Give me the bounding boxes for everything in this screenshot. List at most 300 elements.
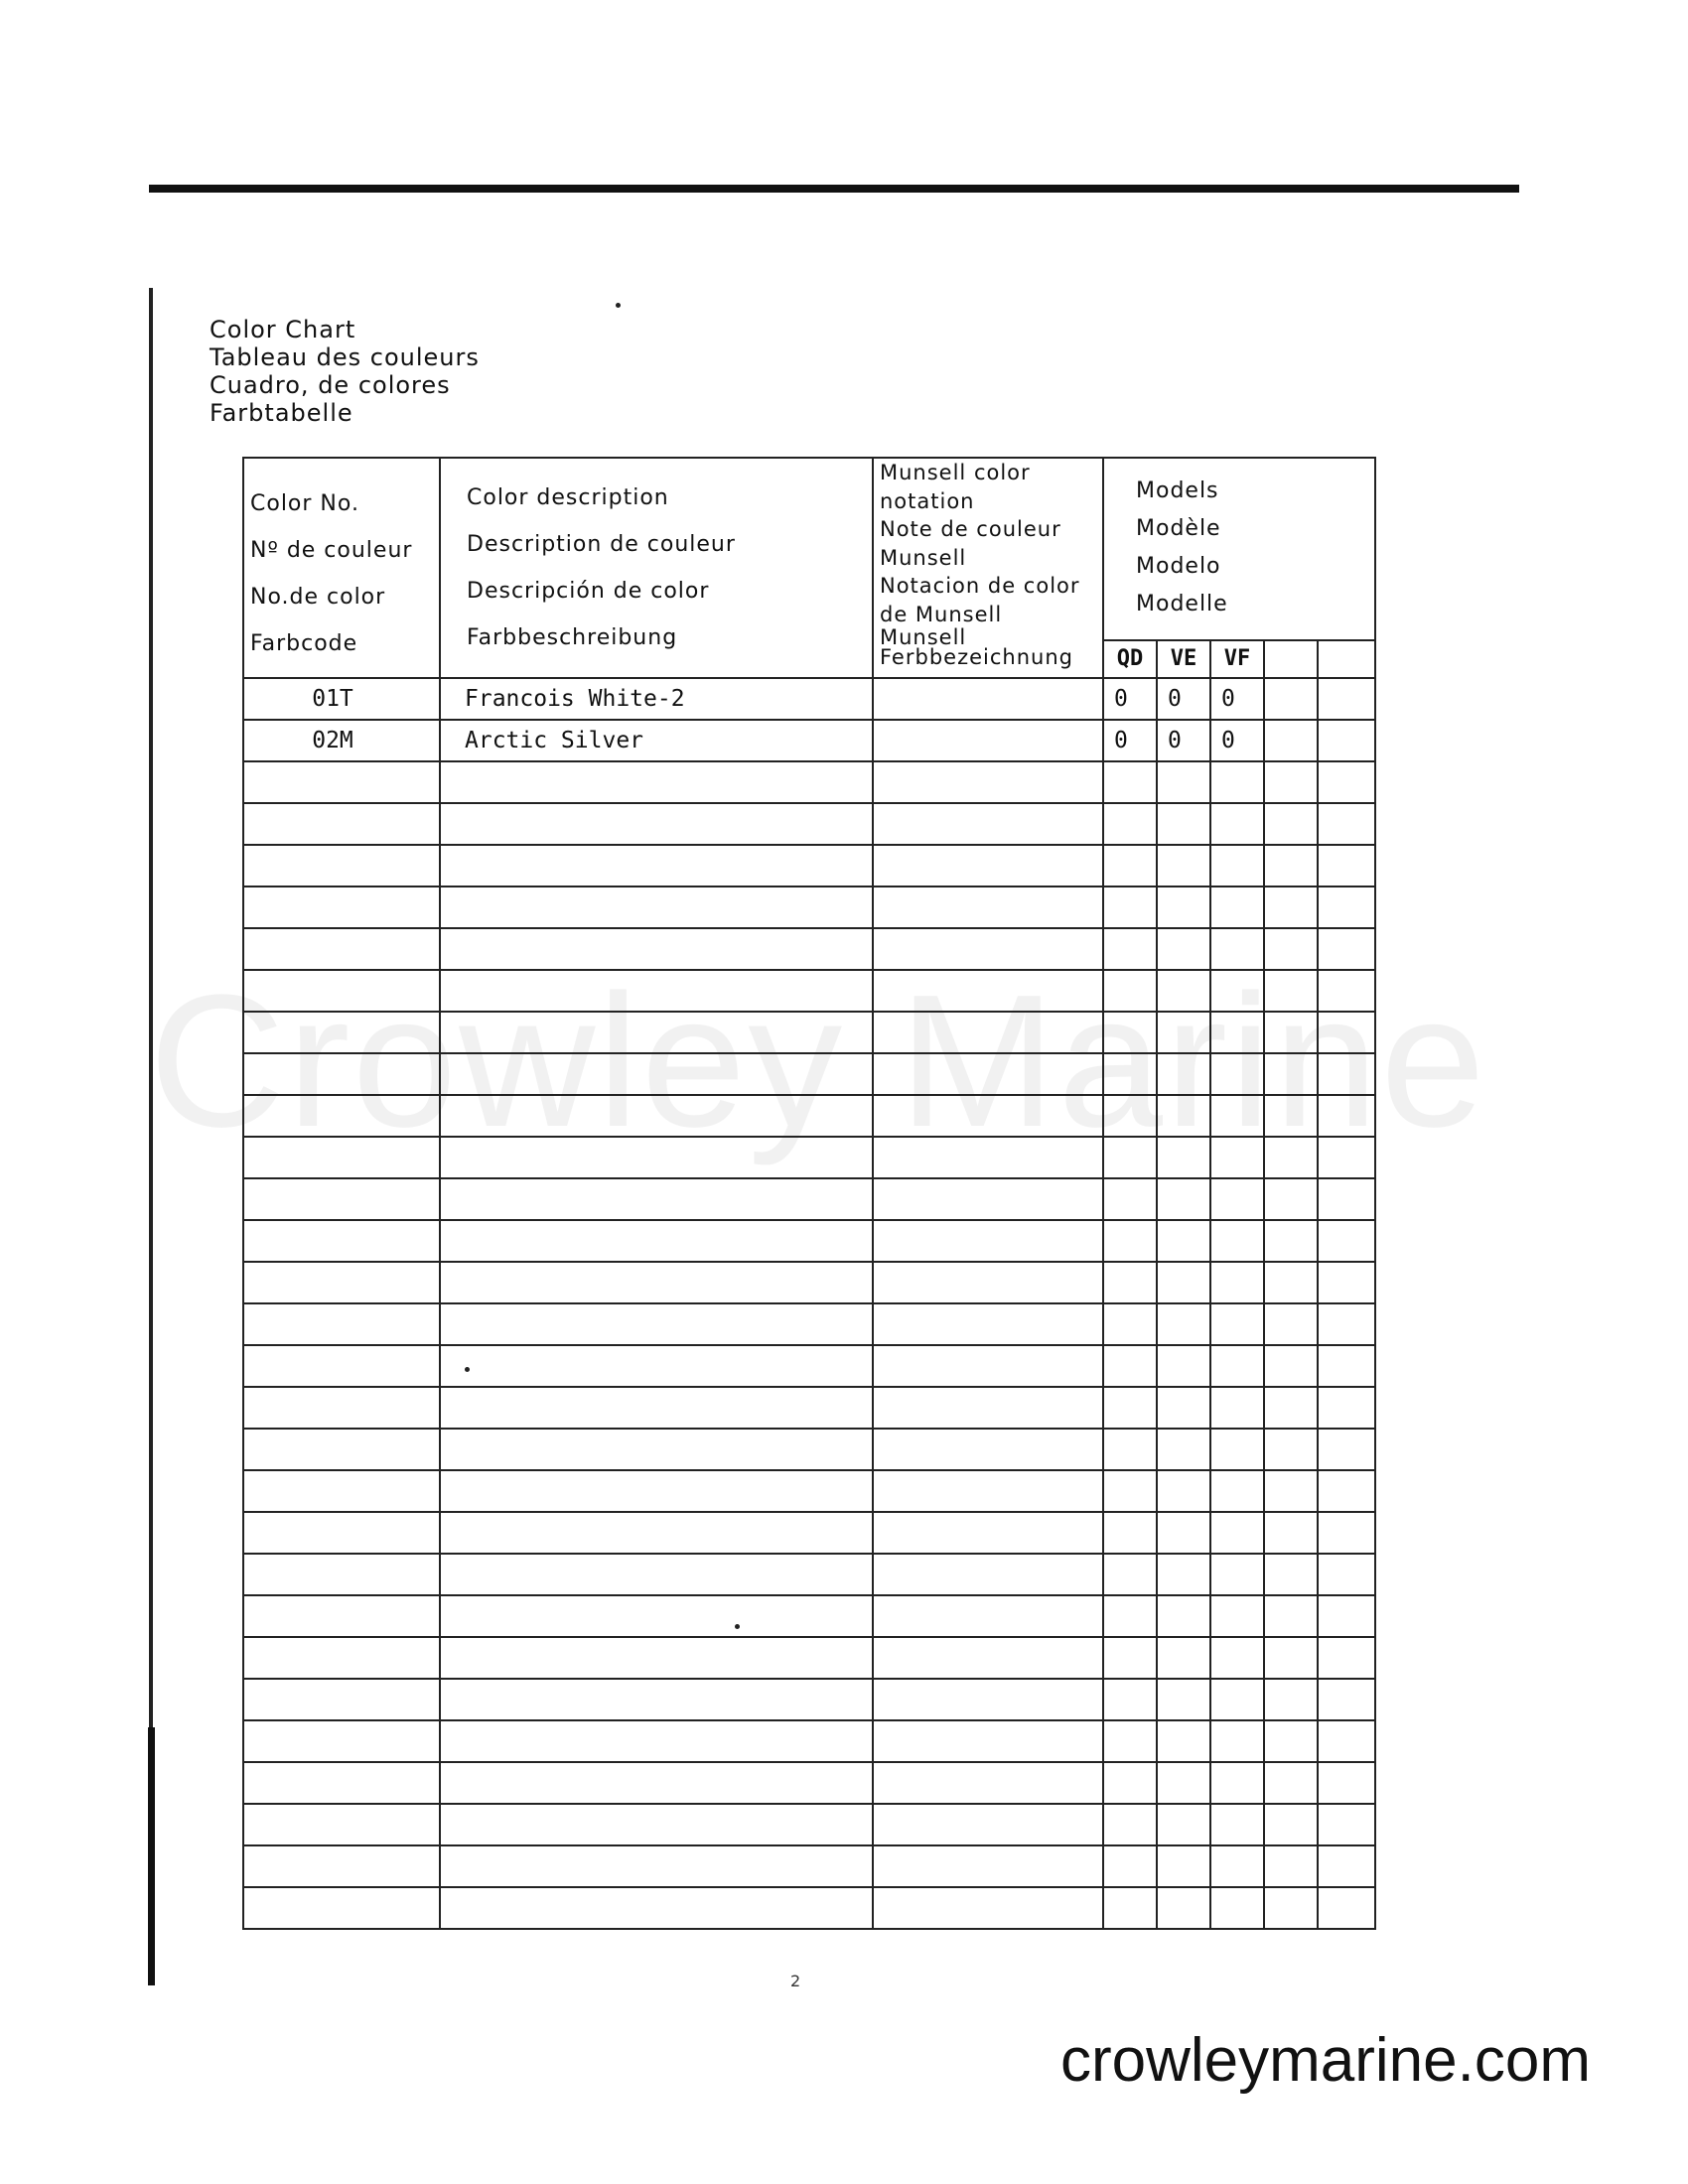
empty-cell (1264, 1429, 1318, 1470)
empty-cell (1318, 1554, 1375, 1595)
empty-cell (1318, 928, 1375, 970)
empty-cell (243, 1804, 440, 1845)
empty-cell (1318, 1053, 1375, 1095)
empty-cell (440, 1470, 873, 1512)
empty-cell (1103, 1554, 1157, 1595)
empty-cell (873, 1220, 1103, 1262)
empty-cell (243, 761, 440, 803)
empty-cell (1103, 1262, 1157, 1303)
empty-cell (1210, 1053, 1264, 1095)
color-chart-table (242, 457, 1376, 1930)
empty-cell (243, 970, 440, 1012)
empty-cell (1157, 1220, 1210, 1262)
empty-cell (873, 761, 1103, 803)
header-models-es: Modelo (1136, 554, 1221, 579)
empty-cell (243, 1887, 440, 1929)
empty-cell (440, 1220, 873, 1262)
empty-cell (1264, 1637, 1318, 1679)
empty-table-row (243, 928, 1375, 970)
empty-cell (1264, 1387, 1318, 1429)
empty-cell (243, 1303, 440, 1345)
empty-table-row (243, 1387, 1375, 1429)
empty-cell (1103, 1387, 1157, 1429)
header-munsell-line: Munsell color (880, 461, 1031, 484)
header-color-description (440, 458, 873, 678)
empty-table-row (243, 1137, 1375, 1178)
header-munsell-line: Ferbbezeichnung (880, 645, 1073, 669)
model-code-blank (1264, 640, 1318, 678)
empty-cell (440, 887, 873, 928)
empty-cell (1103, 1053, 1157, 1095)
header-munsell-line: Munsell (880, 625, 967, 649)
empty-table-row (243, 1053, 1375, 1095)
page-number: 2 (790, 1972, 801, 1990)
header-description-en: Color description (467, 485, 669, 510)
empty-cell (1318, 1679, 1375, 1720)
empty-cell (1264, 1053, 1318, 1095)
empty-table-row (243, 1887, 1375, 1929)
empty-cell (1264, 1012, 1318, 1053)
empty-cell (1210, 1845, 1264, 1887)
empty-cell (1157, 887, 1210, 928)
empty-cell (1210, 1137, 1264, 1178)
color-description-cell: Arctic Silver (440, 720, 873, 761)
empty-cell (1157, 1178, 1210, 1220)
empty-cell (243, 1220, 440, 1262)
empty-cell (873, 1845, 1103, 1887)
empty-cell (440, 761, 873, 803)
empty-cell (1103, 1595, 1157, 1637)
empty-cell (1264, 1137, 1318, 1178)
empty-cell (873, 1804, 1103, 1845)
empty-cell (1210, 1220, 1264, 1262)
empty-cell (1264, 1178, 1318, 1220)
header-description-es: Descripción de color (467, 579, 710, 604)
empty-cell (1157, 761, 1210, 803)
empty-cell (243, 1637, 440, 1679)
empty-cell (440, 1887, 873, 1929)
empty-cell (1103, 1762, 1157, 1804)
empty-cell (1264, 1303, 1318, 1345)
empty-cell (873, 887, 1103, 928)
empty-cell (243, 1012, 440, 1053)
empty-cell (1264, 1720, 1318, 1762)
empty-cell (873, 803, 1103, 845)
empty-cell (243, 1845, 440, 1887)
model-mark-cell (1264, 720, 1318, 761)
empty-cell (1210, 1512, 1264, 1554)
empty-cell (243, 803, 440, 845)
watermark: Crowley Marine (149, 956, 1487, 1166)
empty-cell (1210, 970, 1264, 1012)
header-munsell-line: notation (880, 488, 975, 513)
munsell-cell (873, 720, 1103, 761)
empty-cell (440, 1679, 873, 1720)
model-code-qd: QD (1103, 640, 1157, 678)
empty-cell (1157, 1470, 1210, 1512)
empty-cell (1264, 1679, 1318, 1720)
empty-cell (1157, 1387, 1210, 1429)
empty-cell (243, 1345, 440, 1387)
empty-cell (1210, 1303, 1264, 1345)
empty-cell (1264, 1762, 1318, 1804)
empty-cell (440, 970, 873, 1012)
empty-cell (243, 1137, 440, 1178)
empty-cell (1318, 1387, 1375, 1429)
empty-cell (1264, 1470, 1318, 1512)
empty-cell (1157, 1554, 1210, 1595)
empty-cell (440, 1387, 873, 1429)
header-models-en: Models (1136, 478, 1219, 503)
empty-cell (440, 1137, 873, 1178)
empty-cell (1157, 1845, 1210, 1887)
empty-cell (1103, 1679, 1157, 1720)
empty-table-row (243, 1470, 1375, 1512)
empty-table-row (243, 1679, 1375, 1720)
color-code-cell: 02M (243, 720, 440, 761)
empty-cell (1264, 1345, 1318, 1387)
empty-cell (243, 1262, 440, 1303)
empty-cell (873, 1262, 1103, 1303)
empty-cell (1264, 1845, 1318, 1887)
empty-cell (1103, 1012, 1157, 1053)
header-description-de: Farbbeschreibung (467, 625, 678, 650)
empty-cell (1157, 1720, 1210, 1762)
empty-cell (1318, 1303, 1375, 1345)
empty-cell (243, 845, 440, 887)
model-mark-cell (1264, 678, 1318, 720)
empty-cell (1157, 1012, 1210, 1053)
empty-cell (1157, 928, 1210, 970)
empty-table-row (243, 1303, 1375, 1345)
speck (616, 303, 621, 308)
empty-cell (243, 1595, 440, 1637)
empty-table-row (243, 1220, 1375, 1262)
empty-cell (1210, 1262, 1264, 1303)
empty-table-row (243, 1804, 1375, 1845)
empty-cell (243, 1679, 440, 1720)
empty-table-row (243, 1637, 1375, 1679)
empty-cell (1318, 1470, 1375, 1512)
empty-cell (1103, 1303, 1157, 1345)
empty-cell (1264, 887, 1318, 928)
color-code-cell: 01T (243, 678, 440, 720)
empty-cell (1264, 1595, 1318, 1637)
empty-cell (440, 1262, 873, 1303)
empty-cell (1264, 1804, 1318, 1845)
empty-cell (440, 928, 873, 970)
empty-cell (873, 1303, 1103, 1345)
empty-table-row (243, 1720, 1375, 1762)
title-de: Farbtabelle (210, 399, 353, 427)
empty-cell (873, 1137, 1103, 1178)
empty-cell (1157, 1053, 1210, 1095)
empty-cell (1210, 761, 1264, 803)
model-mark-cell: 0 (1157, 720, 1210, 761)
model-mark-cell: 0 (1103, 678, 1157, 720)
empty-cell (1318, 1845, 1375, 1887)
empty-cell (1210, 928, 1264, 970)
empty-cell (1318, 845, 1375, 887)
header-color-no-fr: Nº de couleur (250, 538, 413, 563)
empty-cell (243, 928, 440, 970)
empty-cell (243, 1387, 440, 1429)
empty-cell (1264, 1220, 1318, 1262)
binding-edge-lower (148, 1727, 155, 1985)
empty-cell (1157, 1887, 1210, 1929)
empty-cell (873, 845, 1103, 887)
empty-cell (1264, 803, 1318, 845)
empty-cell (1318, 1804, 1375, 1845)
header-models-de: Modelle (1136, 592, 1228, 616)
empty-cell (1210, 1470, 1264, 1512)
empty-cell (1210, 1637, 1264, 1679)
empty-cell (1157, 1303, 1210, 1345)
empty-cell (1318, 1595, 1375, 1637)
empty-cell (1318, 1012, 1375, 1053)
empty-cell (1210, 1387, 1264, 1429)
empty-cell (1157, 1804, 1210, 1845)
empty-cell (1264, 1512, 1318, 1554)
empty-cell (1210, 1804, 1264, 1845)
empty-cell (873, 1595, 1103, 1637)
empty-cell (243, 1470, 440, 1512)
empty-cell (1103, 1720, 1157, 1762)
empty-cell (1318, 1095, 1375, 1137)
empty-cell (873, 1095, 1103, 1137)
empty-cell (873, 928, 1103, 970)
empty-cell (1157, 970, 1210, 1012)
empty-cell (1103, 803, 1157, 845)
empty-cell (873, 1345, 1103, 1387)
empty-cell (1210, 1720, 1264, 1762)
top-rule (149, 185, 1519, 193)
empty-cell (1103, 1512, 1157, 1554)
empty-cell (1318, 1762, 1375, 1804)
empty-cell (440, 1595, 873, 1637)
model-mark-cell: 0 (1210, 678, 1264, 720)
empty-cell (440, 1178, 873, 1220)
empty-cell (1210, 845, 1264, 887)
empty-cell (873, 1470, 1103, 1512)
empty-cell (1264, 761, 1318, 803)
empty-cell (440, 1762, 873, 1804)
empty-cell (1103, 970, 1157, 1012)
empty-cell (873, 1012, 1103, 1053)
empty-cell (1210, 1345, 1264, 1387)
empty-cell (1103, 845, 1157, 887)
empty-cell (1210, 1095, 1264, 1137)
empty-cell (873, 1178, 1103, 1220)
empty-cell (873, 1637, 1103, 1679)
empty-cell (1264, 1554, 1318, 1595)
empty-cell (1318, 1345, 1375, 1387)
empty-cell (1103, 1429, 1157, 1470)
table-row (243, 678, 1375, 720)
empty-cell (873, 1887, 1103, 1929)
empty-cell (1210, 1554, 1264, 1595)
empty-table-row (243, 761, 1375, 803)
empty-cell (1103, 1470, 1157, 1512)
chart-titles (210, 316, 480, 427)
empty-cell (440, 1804, 873, 1845)
empty-table-row (243, 1554, 1375, 1595)
empty-cell (1318, 970, 1375, 1012)
model-mark-cell: 0 (1157, 678, 1210, 720)
header-models-fr: Modèle (1136, 516, 1221, 541)
empty-cell (243, 1512, 440, 1554)
empty-cell (1210, 1429, 1264, 1470)
title-fr: Tableau des couleurs (210, 343, 480, 371)
empty-cell (1157, 1762, 1210, 1804)
empty-cell (440, 1053, 873, 1095)
empty-table-row (243, 1429, 1375, 1470)
empty-cell (1103, 887, 1157, 928)
model-code-ve: VE (1157, 640, 1210, 678)
empty-cell (440, 1429, 873, 1470)
empty-cell (1318, 1512, 1375, 1554)
empty-cell (1318, 761, 1375, 803)
empty-cell (873, 1554, 1103, 1595)
empty-cell (873, 1720, 1103, 1762)
empty-cell (243, 887, 440, 928)
empty-table-row (243, 1762, 1375, 1804)
empty-cell (873, 970, 1103, 1012)
empty-cell (1318, 1887, 1375, 1929)
empty-cell (243, 1762, 440, 1804)
empty-cell (1318, 887, 1375, 928)
empty-cell (1103, 1637, 1157, 1679)
empty-table-row (243, 1262, 1375, 1303)
empty-cell (1157, 1637, 1210, 1679)
empty-table-row (243, 1095, 1375, 1137)
empty-cell (873, 1679, 1103, 1720)
empty-cell (1264, 1095, 1318, 1137)
header-munsell-line: Note de couleur (880, 517, 1061, 541)
empty-cell (243, 1053, 440, 1095)
empty-cell (1157, 1512, 1210, 1554)
empty-cell (1103, 1178, 1157, 1220)
empty-cell (1264, 1887, 1318, 1929)
empty-cell (440, 1637, 873, 1679)
empty-cell (1103, 1845, 1157, 1887)
empty-cell (1157, 1262, 1210, 1303)
empty-cell (1157, 1679, 1210, 1720)
empty-cell (440, 1303, 873, 1345)
empty-cell (1157, 803, 1210, 845)
model-code-blank (1318, 640, 1375, 678)
empty-cell (873, 1429, 1103, 1470)
empty-cell (440, 1554, 873, 1595)
header-color-no (243, 458, 440, 678)
empty-cell (1318, 1262, 1375, 1303)
empty-cell (243, 1720, 440, 1762)
empty-table-row (243, 1178, 1375, 1220)
header-munsell-line: Notacion de color (880, 574, 1080, 598)
empty-cell (243, 1554, 440, 1595)
model-mark-cell (1318, 720, 1375, 761)
empty-table-row (243, 845, 1375, 887)
empty-cell (243, 1178, 440, 1220)
empty-cell (1103, 1095, 1157, 1137)
empty-cell (440, 1512, 873, 1554)
empty-cell (1103, 1137, 1157, 1178)
empty-table-row (243, 1345, 1375, 1387)
color-description-cell: Francois White-2 (440, 678, 873, 720)
empty-cell (1318, 1429, 1375, 1470)
empty-cell (1157, 1137, 1210, 1178)
empty-cell (1210, 1178, 1264, 1220)
empty-cell (1264, 928, 1318, 970)
empty-cell (440, 1845, 873, 1887)
empty-cell (1103, 928, 1157, 970)
empty-cell (873, 1387, 1103, 1429)
empty-cell (440, 1095, 873, 1137)
empty-cell (1318, 803, 1375, 845)
empty-cell (1210, 1679, 1264, 1720)
empty-cell (1103, 1804, 1157, 1845)
empty-table-row (243, 970, 1375, 1012)
empty-cell (1103, 1220, 1157, 1262)
empty-cell (1157, 1345, 1210, 1387)
empty-cell (1210, 803, 1264, 845)
table-row (243, 720, 1375, 761)
header-munsell-line: Munsell (880, 545, 967, 570)
empty-cell (873, 1053, 1103, 1095)
title-en: Color Chart (210, 316, 356, 343)
empty-cell (1318, 1637, 1375, 1679)
empty-cell (1318, 1220, 1375, 1262)
empty-table-row (243, 1845, 1375, 1887)
empty-cell (1210, 1887, 1264, 1929)
empty-cell (1157, 1095, 1210, 1137)
empty-table-row (243, 803, 1375, 845)
empty-cell (1157, 1429, 1210, 1470)
empty-cell (1210, 1762, 1264, 1804)
header-color-no-es: No.de color (250, 585, 386, 610)
empty-cell (440, 803, 873, 845)
empty-cell (873, 1762, 1103, 1804)
header-munsell-line: de Munsell (880, 602, 1003, 626)
empty-cell (1264, 970, 1318, 1012)
empty-cell (1210, 887, 1264, 928)
empty-cell (1318, 1720, 1375, 1762)
empty-cell (1318, 1178, 1375, 1220)
model-mark-cell (1318, 678, 1375, 720)
empty-cell (1264, 845, 1318, 887)
title-es: Cuadro, de colores (210, 371, 451, 399)
empty-cell (1210, 1595, 1264, 1637)
munsell-cell (873, 678, 1103, 720)
empty-cell (1103, 761, 1157, 803)
empty-cell (243, 1095, 440, 1137)
empty-table-row (243, 1595, 1375, 1637)
empty-table-row (243, 887, 1375, 928)
empty-cell (1103, 1887, 1157, 1929)
header-models (1103, 458, 1375, 640)
header-description-fr: Description de couleur (467, 532, 736, 557)
empty-table-row (243, 1012, 1375, 1053)
empty-cell (440, 1345, 873, 1387)
empty-cell (1210, 1012, 1264, 1053)
header-color-no-en: Color No. (250, 491, 359, 516)
model-mark-cell: 0 (1103, 720, 1157, 761)
empty-cell (440, 1720, 873, 1762)
model-code-vf: VF (1210, 640, 1264, 678)
empty-cell (1318, 1137, 1375, 1178)
empty-table-row (243, 1512, 1375, 1554)
site-url: crowleymarine.com (1059, 2026, 1591, 2095)
